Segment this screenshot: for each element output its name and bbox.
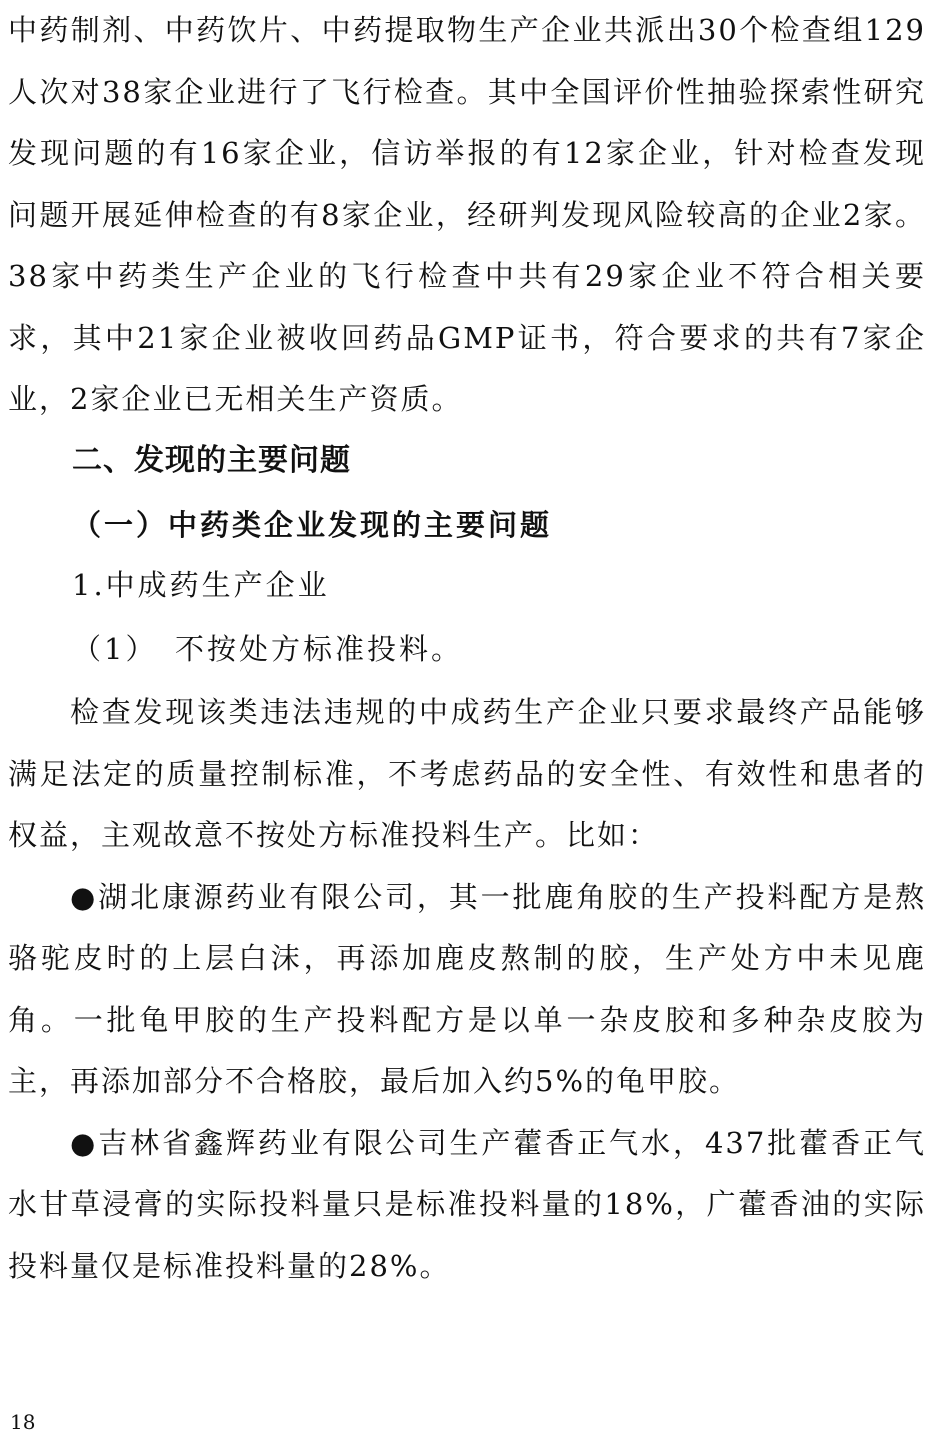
paragraph-case-jilin-xinhui: ●吉林省鑫辉药业有限公司生产藿香正气水，437批藿香正气水甘草浸膏的实际投料量只是标准投料量的18%，广藿香油的实际投料量仅是标准投料量的28%。 — [8, 1125, 926, 1283]
document-body-top — [8, 0, 926, 431]
section-heading-main-problems: 二、发现的主要问题 — [72, 443, 351, 478]
paragraph-violation-description: 检查发现该类违法违规的中成药生产企业只要求最终产品能够满足法定的质量控制标准，不考虑药品的安全性、有效性和患者的权益，主观故意不按处方标准投料生产。比如： — [8, 695, 926, 852]
subheading-tcm-enterprises: （一）中药类企业发现的主要问题 — [72, 508, 553, 542]
subheading-prescription-standard: （1） 不按处方标准投料。 — [72, 632, 463, 666]
page-number: 18 — [10, 1410, 36, 1434]
document-body-bottom — [8, 682, 926, 1297]
paragraph-case-hubei-kangyuan: ●湖北康源药业有限公司，其一批鹿角胶的生产投料配方是熬骆驼皮时的上层白沫，再添加鹿皮熬制的胶，生产处方中未见鹿角。一批龟甲胶的生产投料配方是以单一杂皮胶和多种杂皮胶为主，再添加部分不合格胶，最后加入约5%的龟甲胶。 — [8, 879, 926, 1098]
subheading-patent-medicine: 1.中成药生产企业 — [72, 568, 330, 602]
paragraph-inspection-summary: 中药制剂、中药饮片、中药提取物生产企业共派出30个检查组129人次对38家企业进行了飞行检查。其中全国评价性抽验探索性研究发现问题的有16家企业，信访举报的有12家企业，针对检查发现问题开展延伸检查的有8家企业，经研判发现风险较高的企业2家。38家中药类生产企业的飞行检查中共有29家企业不符合相关要求，其中21家企业被收回药品GMP证书，符合要求的共有7家企业，2家企业已无相关生产资质。 — [8, 13, 926, 416]
